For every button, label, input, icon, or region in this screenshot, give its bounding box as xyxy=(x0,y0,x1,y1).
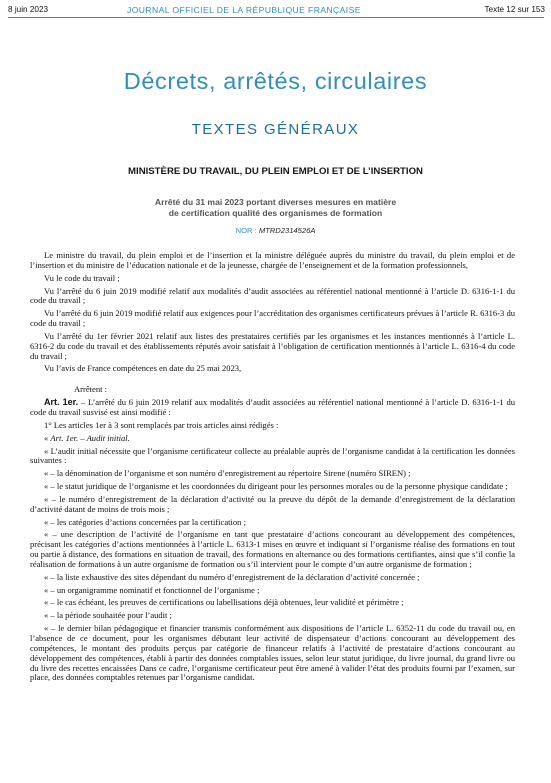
section-subtitle: TEXTES GÉNÉRAUX xyxy=(191,121,360,138)
nor-reference xyxy=(0,226,551,235)
arrete-title-line: de certification qualité des organismes de formation xyxy=(168,207,383,218)
header-rule xyxy=(8,17,544,18)
article-sub-heading xyxy=(30,434,515,444)
list-item: « – le cas échéant, les preuves de certifications ou labellisations déjà obtenues, leur validité et périmètre ; xyxy=(44,597,404,608)
article-1-text: – L’arrêté du 6 juin 2019 relatif aux modalités d’audit associées au référentiel national mentionné à l’article D. 6316-1-1 du code du travail susvisé est ainsi modifié : xyxy=(30,397,515,417)
article-sub-title: Art. 1er. – Audit initial. xyxy=(50,432,130,443)
preamble-paragraph: Vu l’arrêté du 6 juin 2019 modifié relatif aux exigences pour l’accréditation des organismes certificateurs prévues à l’article R. 6316-3 du code du travail ; xyxy=(30,308,515,329)
arrete-title xyxy=(0,197,551,218)
list-item: « – les catégories d’actions concernées par la certification ; xyxy=(44,516,246,527)
list-item: « – le dernier bilan pédagogique et financier transmis conformément aux dispositions de l’article L. 6352-11 du code du travail ou, en l’absence de ce document, pour les organismes débutant leur activité de dispensateur d’actions concourant au développement des compétences, le montant des produits perçus par catégorie de financeur relatifs à l’activité de prestataire d’actions concourant au développement des compétences, établi à partir des données comptables issues, selon leur statut juridique, du livre journal, du grand livre ou du livre des recettes encaissées Dans ce cadre, l’organisme certificateur peut être amené à valider l’état des produits fourni par l’examen, sur place, des données comptables retenues par l’organisme candidat. xyxy=(30,623,515,683)
list-item: « – le statut juridique de l’organisme et les coordonnées du dirigeant pour les personnes morales ou de la personne physique candidate ; xyxy=(44,481,508,492)
list-item: « – la liste exhaustive des sites dépendant du numéro d’enregistrement de la déclaration d’activité concernée ; xyxy=(44,571,420,582)
article-1 xyxy=(30,398,515,418)
list-item: « – une description de l’activité de l’organisme en tant que prestataire d’actions concourant au développement des compétences, précisant les catégories d’actions mentionnées à l’article L. 6313-1 mises en œuvre et indiquant si l’organisme réalise des formations en tout ou partie à distance, des formations en situation de travail, des formations en alternance ou des formations certifiantes, ainsi que s’il confie la réalisation de formations à un autre organisme de formation ou s’il intervient pour le compte d’un autre organisme de formation ; xyxy=(30,529,515,569)
arrete-title-line: Arrêté du 31 mai 2023 portant diverses mesures en matière xyxy=(154,197,397,207)
quote-mark: « xyxy=(44,432,51,443)
list-item: « – un organigramme nominatif et fonctionnel de l’organisme ; xyxy=(44,584,260,595)
text-number: Texte 12 sur 153 xyxy=(484,5,545,14)
nor-label: NOR : xyxy=(235,226,259,235)
preamble-paragraph: Vu l’arrêté du 6 juin 2019 modifié relatif aux modalités d’audit associées au référentiel national mentionné à l’article D. 6316-1-1 du code du travail ; xyxy=(30,285,515,306)
arretent-line: Arrêtent : xyxy=(74,384,107,395)
publication-date: 8 juin 2023 xyxy=(8,5,49,14)
section-title: Décrets, arrêtés, circulaires xyxy=(123,68,428,94)
preamble-paragraph: Vu l’avis de France compétences en date du 25 mai 2023, xyxy=(44,363,242,374)
preamble-paragraph: Vu le code du travail ; xyxy=(44,272,120,283)
list-item: « – la période souhaitée pour l’audit ; xyxy=(44,610,172,621)
preamble-paragraph: Le ministre du travail, du plein emploi et de l’insertion et la ministre déléguée auprès du ministre du travail, du plein emploi et de l’insertion et du ministre de l’éducation nationale et de la jeunesse, chargée de l’enseignement et de la formation professionnels, xyxy=(30,250,515,270)
journal-name: JOURNAL OFFICIEL DE LA RÉPUBLIQUE FRANÇAISE xyxy=(127,5,361,15)
audit-intro: « L’audit initial nécessite que l’organisme certificateur collecte au préalable auprès de l’organisme candidat à la certification les données suivantes : xyxy=(30,445,515,466)
point-1: 1° Les articles 1er à 3 sont remplacés par trois articles ainsi rédigés : xyxy=(44,419,279,430)
preamble-paragraph: Vu l’arrêté du 1er février 2021 relatif aux listes des prestataires certifiés par les organismes et les instances mentionnés à l’article L. 6316-2 du code du travail et des établissements réputés avoir satisfait à l’obligation de certification mentionnés à l’article L. 6316-4 du code du travail ; xyxy=(30,330,515,361)
article-1-label: Art. 1er. xyxy=(44,397,79,408)
ministry-name: MINISTÈRE DU TRAVAIL, DU PLEIN EMPLOI ET DE L’INSERTION xyxy=(128,166,423,177)
document-body xyxy=(30,251,515,686)
nor-value: MTRD2314526A xyxy=(258,226,316,235)
list-item: « – le numéro d’enregistrement de la déclaration d’activité ou la preuve du dépôt de la demande d’enregistrement de la déclaration d’activité datant de moins de trois mois ; xyxy=(30,493,515,514)
list-item: « – la dénomination de l’organisme et son numéro d’enregistrement au répertoire Sirene (numéro SIREN) ; xyxy=(44,468,411,479)
